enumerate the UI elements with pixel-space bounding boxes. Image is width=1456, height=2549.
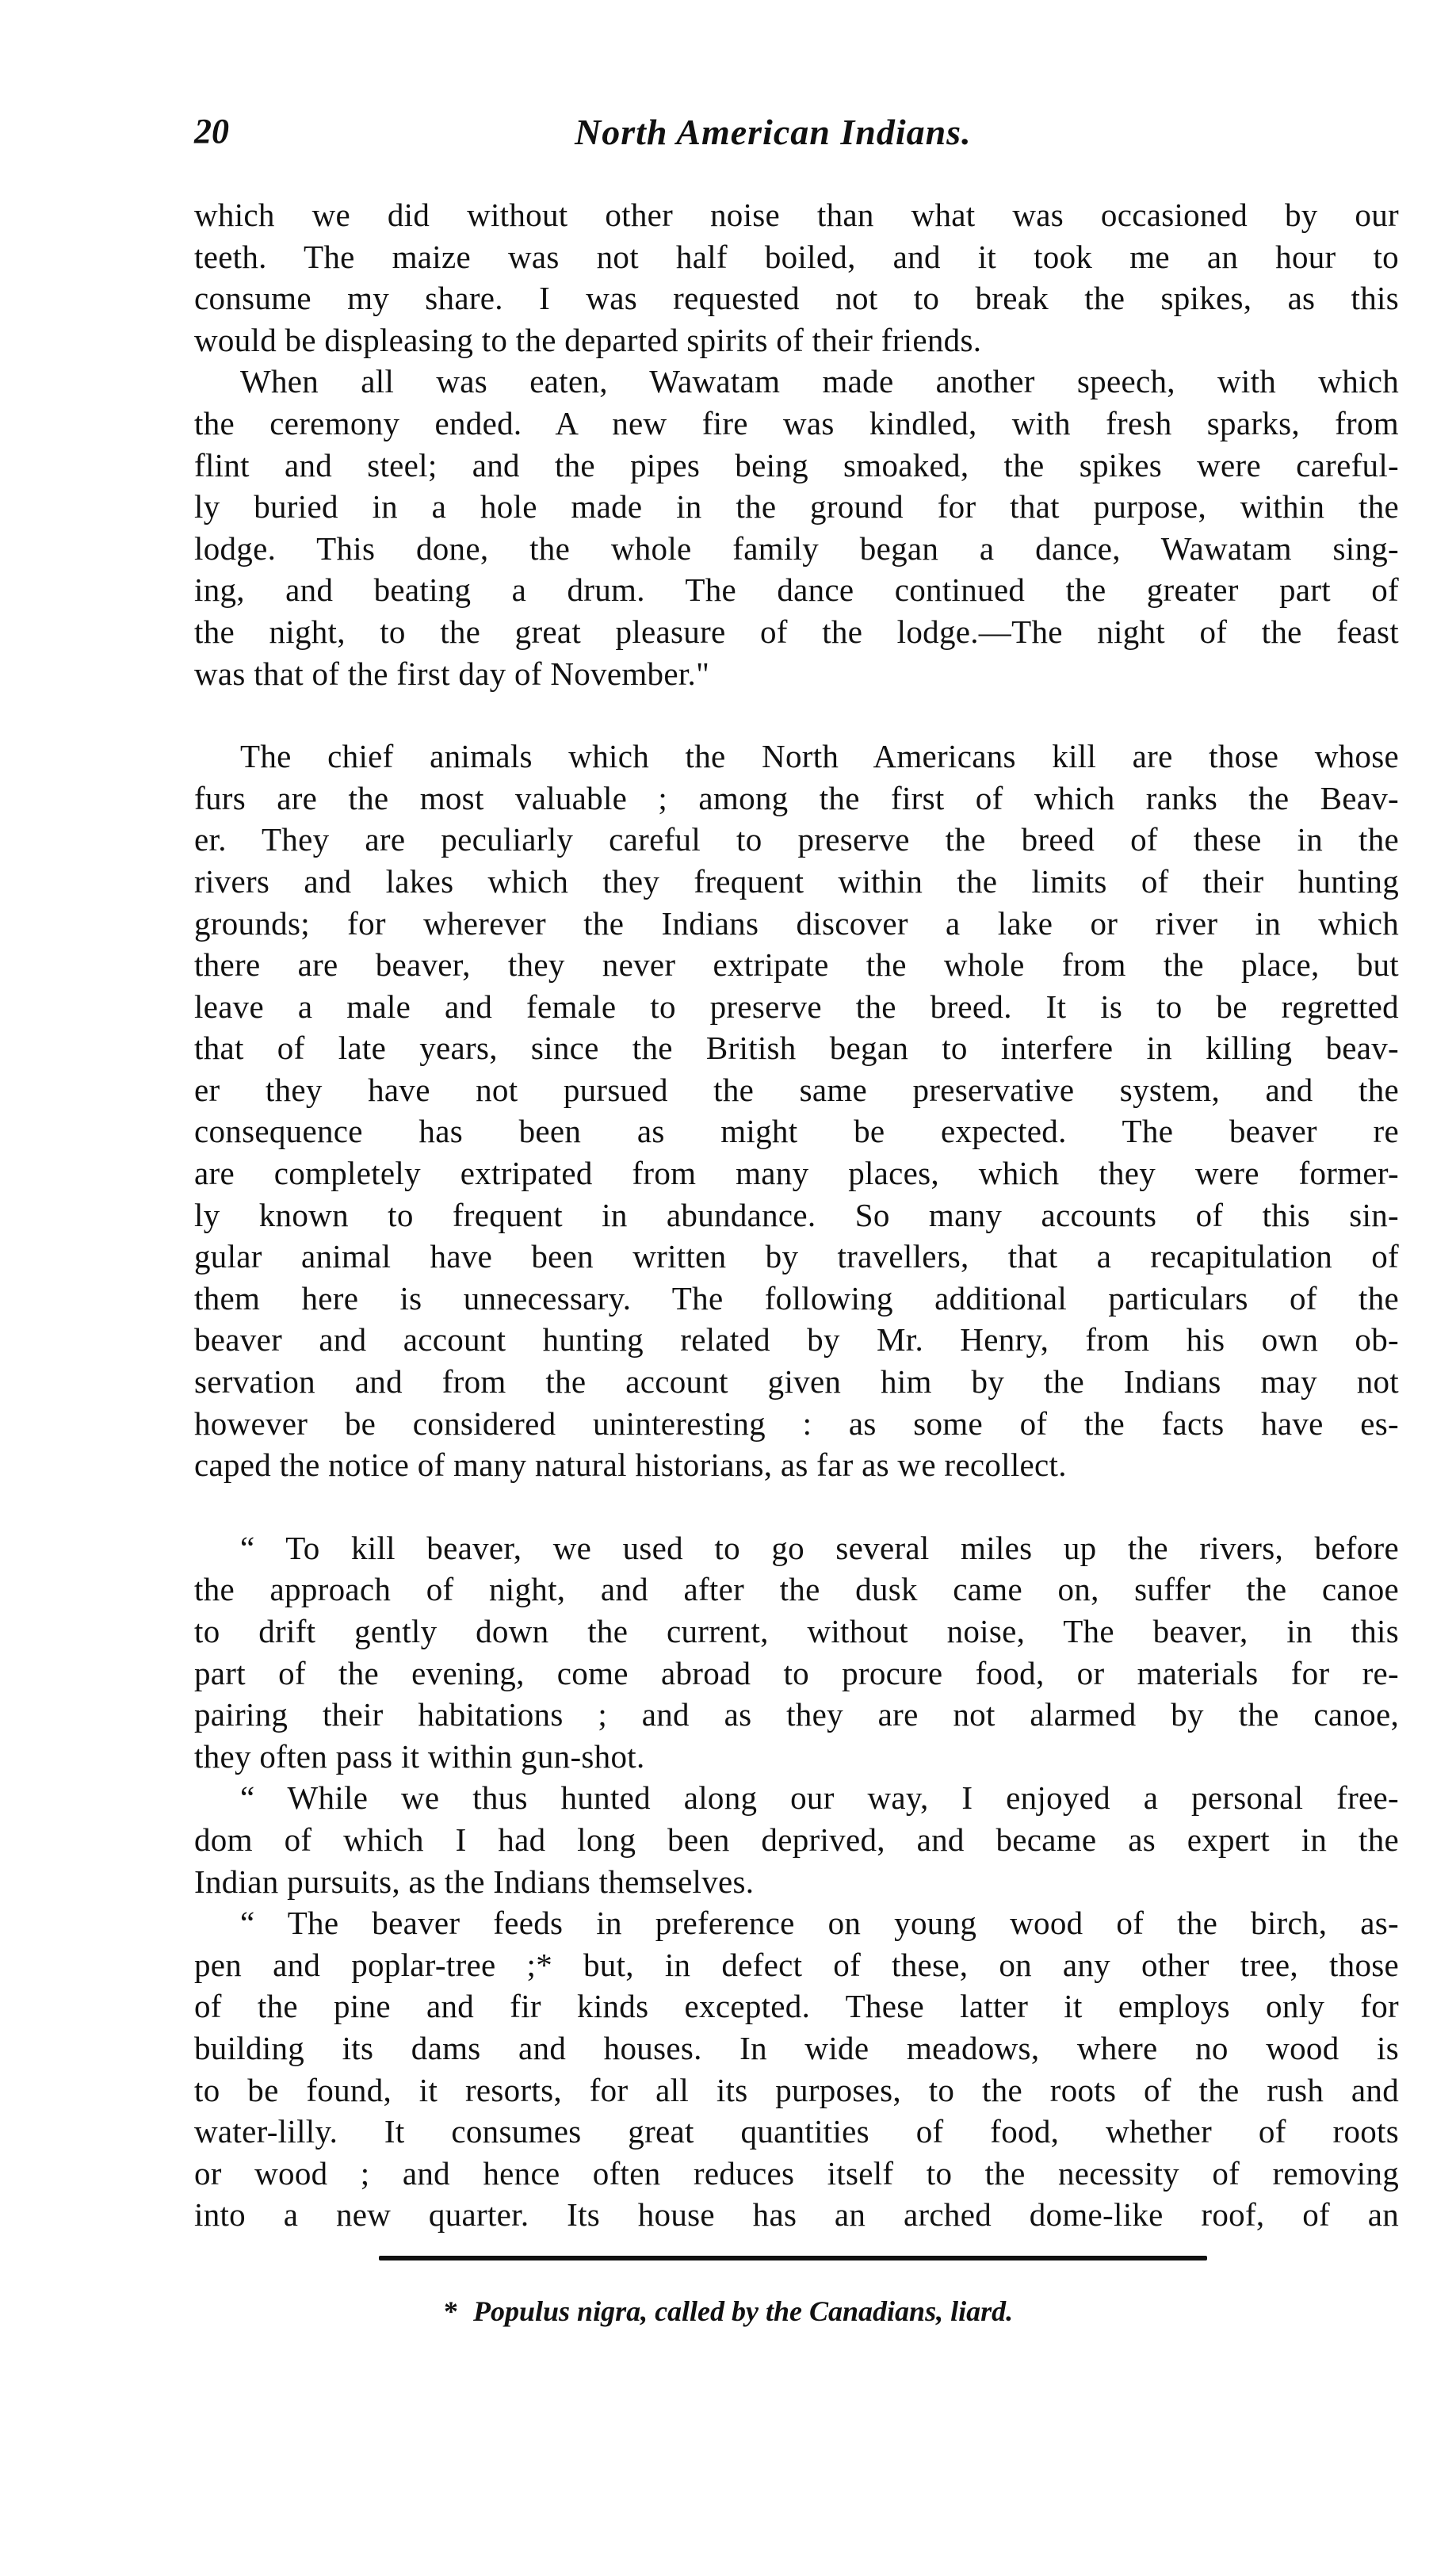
footnote-divider <box>379 2256 1207 2260</box>
text-line: ly buried in a hole made in the ground for that purpose, within the <box>194 488 1399 525</box>
text-line: to be found, it resorts, for all its purposes, to the roots of the rush and <box>194 2071 1399 2108</box>
text-line: that of late years, since the British began to interfere in killing beav- <box>194 1030 1399 1067</box>
paragraph <box>194 1777 1399 1902</box>
footnote <box>444 2295 1013 2328</box>
text-line: “ To kill beaver, we used to go several miles up the rivers, before <box>240 1529 1399 1566</box>
text-line: the ceremony ended. A new fire was kindled, with fresh sparks, from <box>194 404 1399 441</box>
text-line: they often pass it within gun-shot. <box>194 1737 645 1775</box>
text-line: consume my share. I was requested not to break the spikes, as this <box>194 280 1399 317</box>
text-line: are completely extripated from many places, which they were former- <box>194 1155 1399 1192</box>
text-line: “ The beaver feeds in preference on young wood of the birch, as- <box>240 1905 1399 1942</box>
text-line: there are beaver, they never extripate the whole from the place, but <box>194 946 1399 984</box>
body-text <box>194 194 1399 2236</box>
text-line: into a new quarter. Its house has an arched dome-like roof, of an <box>194 2196 1399 2234</box>
text-line: When all was eaten, Wawatam made another speech, with which <box>240 363 1399 400</box>
text-line: er they have not pursued the same preservative system, and the <box>194 1071 1399 1108</box>
text-line: consequence has been as might be expected. The beaver re <box>194 1113 1399 1150</box>
paragraph-gap <box>194 1486 1399 1527</box>
text-line: servation and from the account given him by the Indians may not <box>194 1363 1399 1401</box>
text-line: which we did without other noise than what was occasioned by our <box>194 197 1399 233</box>
paragraph <box>194 736 1399 1486</box>
text-line: to drift gently down the current, without noise, The beaver, in this <box>194 1613 1399 1649</box>
text-line: however be considered uninteresting : as some of the facts have es- <box>194 1404 1399 1442</box>
text-line: them here is unnecessary. The following additional particulars of the <box>194 1279 1399 1317</box>
text-line: the approach of night, and after the dusk came on, suffer the canoe <box>194 1571 1399 1608</box>
text-line: building its dams and houses. In wide meadows, where no wood is <box>194 2029 1399 2066</box>
footnote-marker: * <box>444 2295 458 2327</box>
page-header <box>194 111 1399 174</box>
text-line: lodge. This done, the whole family began a dance, Wawatam sing- <box>194 529 1399 567</box>
text-line: part of the evening, come abroad to procure food, or materials for re- <box>194 1654 1399 1691</box>
text-line: or wood ; and hence often reduces itself to the necessity of removing <box>194 2154 1399 2192</box>
text-line: ly known to frequent in abundance. So many accounts of this sin- <box>194 1196 1399 1233</box>
text-line: The chief animals which the North Americans kill are those whose <box>240 738 1399 775</box>
text-line: of the pine and fir kinds excepted. These latter it employs only for <box>194 1988 1399 2025</box>
running-title: North American Indians. <box>575 112 972 152</box>
text-line: teeth. The maize was not half boiled, and it took me an hour to <box>194 238 1399 275</box>
text-line: pen and poplar-tree ;* but, in defect of these, on any other tree, those <box>194 1946 1399 1983</box>
text-line: leave a male and female to preserve the breed. It is to be regretted <box>194 988 1399 1025</box>
text-line: Indian pursuits, as the Indians themselves. <box>194 1863 755 1900</box>
text-line: water-lilly. It consumes great quantities of food, whether of roots <box>194 2113 1399 2150</box>
text-line: flint and steel; and the pipes being smoaked, the spikes were careful- <box>194 446 1399 483</box>
text-line: would be displeasing to the departed spirits of their friends. <box>194 321 982 358</box>
text-line: ing, and beating a drum. The dance continued the greater part of <box>194 571 1399 609</box>
footnote-text: Populus nigra, called by the Canadians, liard. <box>473 2295 1014 2327</box>
text-line: was that of the first day of November." <box>194 655 710 692</box>
text-line: gular animal have been written by travellers, that a recapitulation of <box>194 1238 1399 1275</box>
paragraph <box>194 361 1399 694</box>
text-line: the night, to the great pleasure of the lodge.—The night of the feast <box>194 613 1399 650</box>
paragraph <box>194 1527 1399 1778</box>
text-line: caped the notice of many natural historians, as far as we recollect. <box>194 1446 1067 1484</box>
text-line: “ While we thus hunted along our way, I enjoyed a personal free- <box>240 1779 1399 1817</box>
page-number: 20 <box>194 112 229 151</box>
text-line: pairing their habitations ; and as they are not alarmed by the canoe, <box>194 1696 1399 1733</box>
paragraph <box>194 194 1399 361</box>
text-line: dom of which I had long been deprived, and became as expert in the <box>194 1821 1399 1858</box>
text-line: beaver and account hunting related by Mr. Henry, from his own ob- <box>194 1321 1399 1359</box>
text-line: grounds; for wherever the Indians discover a lake or river in which <box>194 904 1399 942</box>
text-line: er. They are peculiarly careful to preserve the breed of these in the <box>194 821 1399 858</box>
text-line: furs are the most valuable ; among the first of which ranks the Beav- <box>194 779 1399 816</box>
paragraph-gap <box>194 694 1399 736</box>
text-line: rivers and lakes which they frequent within the limits of their hunting <box>194 862 1399 900</box>
paragraph <box>194 1902 1399 2236</box>
